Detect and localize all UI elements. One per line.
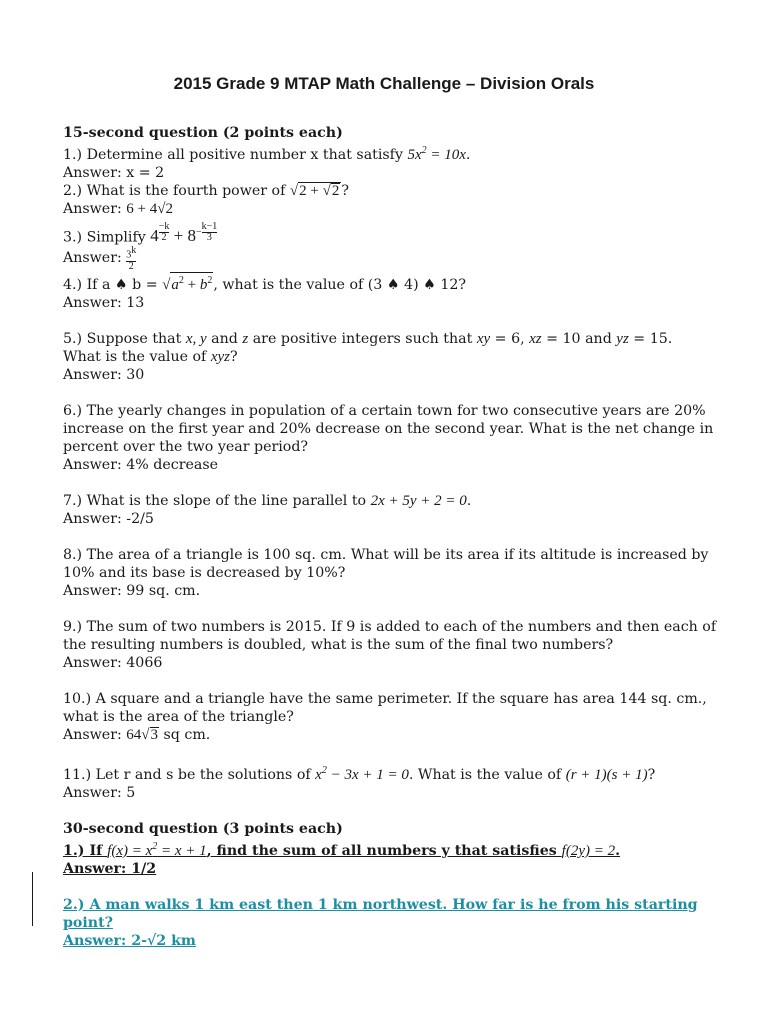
question-1: 1.) Determine all positive number x that satisfy $5x^2 = 10x$. xyxy=(63,145,471,163)
answer-9: Answer: 4066 xyxy=(63,654,163,671)
question-3: 3.) Simplify 4 $^{\frac{-k}{2}}$ + $8^{- \frac{k-1}{3}}$ xyxy=(63,221,218,246)
answer-5: Answer: 30 xyxy=(63,366,145,383)
section-heading: 30-second question (3 points each) xyxy=(63,820,343,837)
answer-11: Answer: 5 xyxy=(63,784,136,801)
section-heading: 15-second question (2 points each) xyxy=(63,125,343,141)
math-expression: $√a^2 + b^2$ xyxy=(162,277,213,293)
question-10: 10.) A square and a triangle have the same perimeter. If the square has area 144 sq. cm., what is the area of the triangle? xyxy=(63,690,707,725)
question-30s-2: 2.) A man walks 1 km east then 1 km northwest. How far is he from his starting point? xyxy=(63,896,698,931)
question-8: 8.) The area of a triangle is 100 sq. cm. What will be its area if its altitude is increased by 10% and its base is decreased by 10%? xyxy=(63,546,709,581)
question-6: 6.) The yearly changes in population of a certain town for two consecutive years are 20% increase on the first year and 20% decrease on the second year. What is the net change in percent over the two year period? xyxy=(63,402,714,455)
question-2: 2.) What is the fourth power of √2 + √2 ? xyxy=(63,183,349,199)
answer-6: Answer: 4% decrease xyxy=(63,456,219,473)
math-expression: $x^2 - 3x + 1 = 0$ xyxy=(315,764,409,783)
text-cursor-bar xyxy=(32,872,33,926)
answer-4: Answer: 13 xyxy=(63,294,145,311)
question-4: 4.) If a ♠ $b = √a^2 + b^2$, what is the value of (3 ♠ 4) ♠ 12? xyxy=(63,272,743,294)
math-expression: (r + 1)(s + 1) xyxy=(565,766,648,783)
math-expression: √2 + √2 xyxy=(289,183,340,199)
question-30s-1: 1.) If $f(x) = x^2 = x + 1$, find the sum of all numbers y that satisfies f(2y) = 2. xyxy=(63,840,621,859)
document-body xyxy=(63,124,743,950)
answer-7: Answer: -2/5 xyxy=(63,510,154,527)
answer-3: Answer: $\frac{3^k}{2}$ xyxy=(63,245,137,272)
answer-30s-1: Answer: 1/2 xyxy=(63,860,157,877)
math-expression: 2x + 5y + 2 = 0 xyxy=(370,492,467,509)
math-expression: 64√3 xyxy=(126,726,159,743)
answer-2: Answer: 6 + 4√2 xyxy=(63,201,173,217)
math-expression: 4 $^{\frac{-k}{2}}$ + $8^{- \frac{k-1}{3}}$ xyxy=(150,221,218,246)
answer-8: Answer: 99 sq. cm. xyxy=(63,582,201,599)
question-9: 9.) The sum of two numbers is 2015. If 9 is added to each of the numbers and then each of the resulting numbers is doubled, what is the sum of the final two numbers? xyxy=(63,618,717,653)
page-title: 2015 Grade 9 MTAP Math Challenge – Division Orals xyxy=(173,74,595,93)
math-expression: $f(x) = x^2 = x + 1$ xyxy=(107,840,207,859)
question-11: 11.) Let r and s be the solutions of $x^2 - 3x + 1 = 0$. What is the value of (r + 1)(s + 1)? xyxy=(63,764,656,783)
question-7: 7.) What is the slope of the line parallel to 2x + 5y + 2 = 0. xyxy=(63,492,472,509)
math-expression: $\frac{3^k}{2}$ xyxy=(126,245,137,272)
math-expression: f(2y) = 2 xyxy=(561,842,616,859)
answer-30s-2: Answer: 2-√2 km xyxy=(63,932,196,949)
question-5: 5.) Suppose that x, y and z are positive integers such that xy = 6, xz = 10 and yz = 15. What is the value of xyz? xyxy=(63,330,673,365)
math-expression: $5x^2 = 10x$ xyxy=(407,145,466,163)
answer-10: Answer: 64√3 sq cm. xyxy=(63,726,211,743)
answer-1: Answer: x = 2 xyxy=(63,165,165,181)
